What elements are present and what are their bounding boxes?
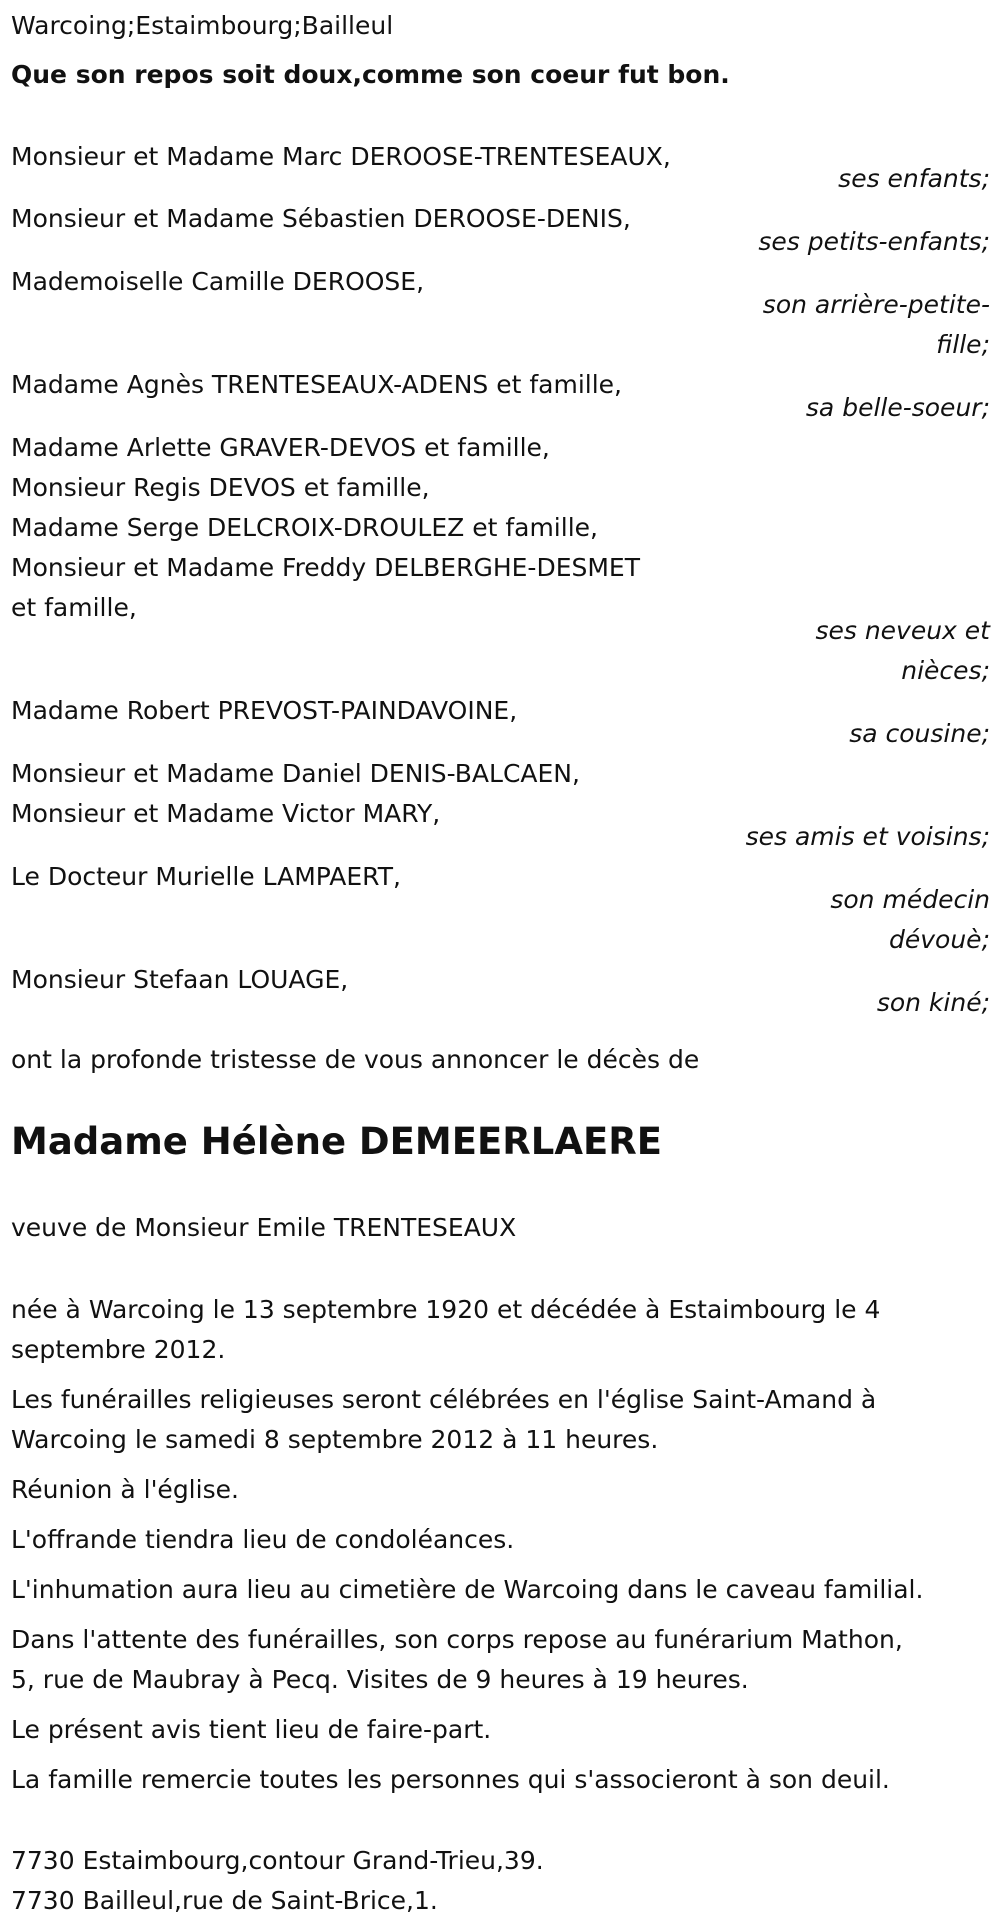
family-name-line: Madame Arlette GRAVER-DEVOS et famille, <box>11 433 550 462</box>
family-relation: nièces; <box>901 656 990 685</box>
meeting: Réunion à l'église. <box>11 1475 239 1504</box>
family-name-line: Monsieur Stefaan LOUAGE, <box>11 965 349 994</box>
family-name-line: Madame Agnès TRENTESEAUX-ADENS et famille, <box>11 370 622 399</box>
family-relation: ses amis et voisins; <box>745 822 990 851</box>
rest-line: 5, rue de Maubray à Pecq. Visites de 9 heures à 19 heures. <box>11 1665 749 1694</box>
family-name-line: Mademoiselle Camille DEROOSE, <box>11 267 425 296</box>
family-relation: dévouè; <box>889 925 990 954</box>
notice: Le présent avis tient lieu de faire-part. <box>11 1715 492 1744</box>
family-relation: sa cousine; <box>849 719 990 748</box>
family-relation: ses enfants; <box>838 164 990 193</box>
deceased-name: Madame Hélène DEMEERLAERE <box>11 1120 663 1163</box>
family-name-line: Monsieur et Madame Marc DEROOSE-TRENTESEAUX, <box>11 142 671 171</box>
family-name-line: Le Docteur Murielle LAMPAERT, <box>11 862 401 891</box>
burial: L'inhumation aura lieu au cimetière de Warcoing dans le caveau familial. <box>11 1575 924 1604</box>
address-line: 7730 Bailleul,rue de Saint-Brice,1. <box>11 1886 438 1915</box>
family-relation: son arrière-petite- <box>762 290 990 319</box>
address-line: 7730 Estaimbourg,contour Grand-Trieu,39. <box>11 1846 544 1875</box>
funeral-line: Les funérailles religieuses seront célébrées en l'église Saint-Amand à <box>11 1385 877 1414</box>
birth-death-line: septembre 2012. <box>11 1335 226 1364</box>
offering: L'offrande tiendra lieu de condoléances. <box>11 1525 515 1554</box>
family-name-line: Monsieur et Madame Sébastien DEROOSE-DENIS, <box>11 204 631 233</box>
family-relation: ses petits-enfants; <box>758 227 990 256</box>
rest-line: Dans l'attente des funérailles, son corps repose au funérarium Mathon, <box>11 1625 903 1654</box>
family-relation: son médecin <box>830 885 990 914</box>
family-name-line: Madame Serge DELCROIX-DROULEZ et famille, <box>11 513 598 542</box>
birth-death-line: née à Warcoing le 13 septembre 1920 et décédée à Estaimbourg le 4 <box>11 1295 881 1324</box>
places-line: Warcoing;Estaimbourg;Bailleul <box>11 11 394 40</box>
motto: Que son repos soit doux,comme son coeur fut bon. <box>11 60 730 89</box>
funeral-line: Warcoing le samedi 8 septembre 2012 à 11 heures. <box>11 1425 659 1454</box>
family-name-line: Monsieur et Madame Daniel DENIS-BALCAEN, <box>11 759 580 788</box>
family-name-line: et famille, <box>11 593 137 622</box>
family-relation: sa belle-soeur; <box>805 393 990 422</box>
family-name-line: Monsieur et Madame Freddy DELBERGHE-DESMET <box>11 553 641 582</box>
family-relation: fille; <box>936 330 990 359</box>
thanks: La famille remercie toutes les personnes qui s'associeront à son deuil. <box>11 1765 890 1794</box>
family-relation: ses neveux et <box>815 616 990 645</box>
family-name-line: Madame Robert PREVOST-PAINDAVOINE, <box>11 696 518 725</box>
announcement: ont la profonde tristesse de vous annoncer le décès de <box>11 1045 700 1074</box>
widow-of: veuve de Monsieur Emile TRENTESEAUX <box>11 1213 517 1242</box>
family-name-line: Monsieur et Madame Victor MARY, <box>11 799 441 828</box>
family-name-line: Monsieur Regis DEVOS et famille, <box>11 473 430 502</box>
family-relation: son kiné; <box>876 988 990 1017</box>
